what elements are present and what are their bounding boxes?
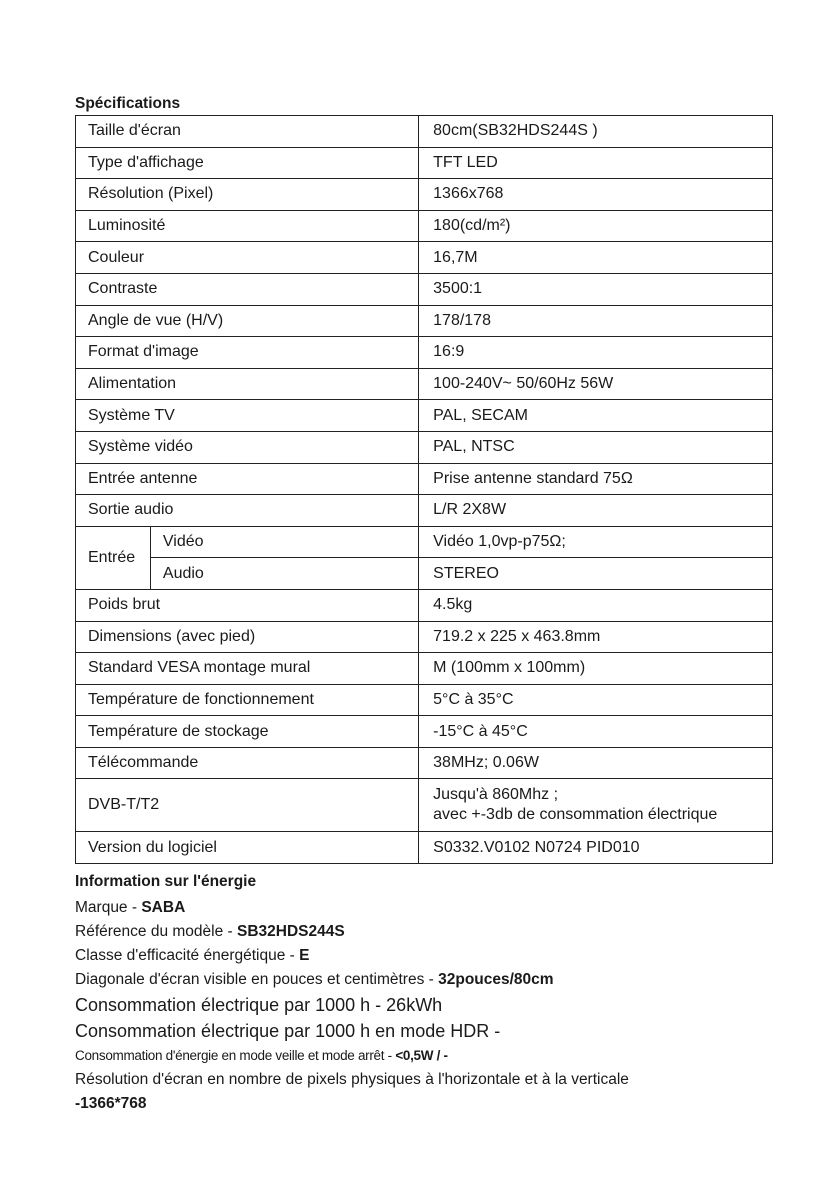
energy-consommation: Consommation électrique par 1000 h - 26kWh bbox=[75, 995, 443, 1016]
energy-consommation-hdr: Consommation électrique par 1000 h en mode HDR - bbox=[75, 1021, 501, 1042]
spec-value: 178/178 bbox=[419, 305, 773, 337]
table-row bbox=[76, 621, 773, 653]
spec-value: 38MHz; 0.06W bbox=[419, 747, 773, 779]
spec-label: Système vidéo bbox=[76, 431, 419, 463]
spec-label: Standard VESA montage mural bbox=[76, 653, 419, 685]
spec-value: M (100mm x 100mm) bbox=[419, 653, 773, 685]
energy-reference bbox=[75, 920, 775, 944]
classe-value: E bbox=[299, 947, 310, 965]
table-row bbox=[76, 716, 773, 748]
energy-section bbox=[75, 872, 775, 1116]
spec-value: 3500:1 bbox=[419, 273, 773, 305]
spec-label: Entrée antenne bbox=[76, 463, 419, 495]
table-row bbox=[76, 779, 773, 832]
spec-label: Température de stockage bbox=[76, 716, 419, 748]
spec-value: PAL, SECAM bbox=[419, 400, 773, 432]
marque-value: SABA bbox=[141, 899, 186, 917]
table-row bbox=[76, 747, 773, 779]
table-row bbox=[76, 147, 773, 179]
dvb-label: DVB-T/T2 bbox=[76, 779, 419, 832]
table-row bbox=[76, 431, 773, 463]
table-row bbox=[76, 305, 773, 337]
energy-diagonale bbox=[75, 968, 775, 992]
energy-classe bbox=[75, 944, 775, 968]
spec-label: Format d'image bbox=[76, 337, 419, 369]
energy-title: Information sur l'énergie bbox=[75, 873, 257, 891]
spec-value: Prise antenne standard 75Ω bbox=[419, 463, 773, 495]
version-label: Version du logiciel bbox=[76, 832, 419, 864]
spec-label: Angle de vue (H/V) bbox=[76, 305, 419, 337]
entree-video-value: Vidéo 1,0vp-p75Ω; bbox=[419, 526, 773, 558]
spec-label: Contraste bbox=[76, 273, 419, 305]
spec-value: -15°C à 45°C bbox=[419, 716, 773, 748]
table-row bbox=[76, 210, 773, 242]
spec-value: 4.5kg bbox=[419, 589, 773, 621]
dvb-line-2: avec +-3db de consommation électrique bbox=[433, 806, 718, 824]
diag-value: 32pouces/80cm bbox=[438, 971, 554, 989]
spec-value: 1366x768 bbox=[419, 179, 773, 211]
table-row bbox=[76, 526, 773, 558]
spec-label: Résolution (Pixel) bbox=[76, 179, 419, 211]
resolution-value: -1366*768 bbox=[75, 1095, 147, 1113]
dvb-value bbox=[419, 779, 773, 832]
spec-value: 100-240V~ 50/60Hz 56W bbox=[419, 368, 773, 400]
table-row bbox=[76, 463, 773, 495]
marque-label: Marque - bbox=[75, 899, 142, 917]
table-row bbox=[76, 242, 773, 274]
version-value: S0332.V0102 N0724 PID010 bbox=[419, 832, 773, 864]
spec-value: 16,7M bbox=[419, 242, 773, 274]
table-row bbox=[76, 684, 773, 716]
energy-resolution-value-line bbox=[75, 1092, 775, 1116]
classe-label: Classe d'efficacité énergétique - bbox=[75, 947, 300, 965]
diag-label: Diagonale d'écran visible en pouces et centimètres - bbox=[75, 971, 439, 989]
entree-group-label: Entrée bbox=[76, 526, 151, 589]
table-row bbox=[76, 589, 773, 621]
spec-value: 180(cd/m²) bbox=[419, 210, 773, 242]
document-page bbox=[75, 95, 775, 1116]
entree-video-label: Vidéo bbox=[150, 526, 418, 558]
table-row bbox=[76, 116, 773, 148]
veille-label: Consommation d'énergie en mode veille et mode arrêt - bbox=[75, 1048, 396, 1064]
energy-resolution-label: Résolution d'écran en nombre de pixels physiques à l'horizontale et à la verticale bbox=[75, 1071, 629, 1089]
ref-value: SB32HDS244S bbox=[236, 923, 345, 941]
spec-label: Température de fonctionnement bbox=[76, 684, 419, 716]
entree-audio-label: Audio bbox=[150, 558, 418, 590]
spec-label: Télécommande bbox=[76, 747, 419, 779]
table-row bbox=[76, 368, 773, 400]
spec-label: Système TV bbox=[76, 400, 419, 432]
spec-value: TFT LED bbox=[419, 147, 773, 179]
spec-label: Poids brut bbox=[76, 589, 419, 621]
spec-label: Type d'affichage bbox=[76, 147, 419, 179]
table-row bbox=[76, 558, 773, 590]
ref-label: Référence du modèle - bbox=[75, 923, 237, 941]
spec-value: 16:9 bbox=[419, 337, 773, 369]
energy-veille bbox=[75, 1044, 775, 1068]
spec-label: Luminosité bbox=[76, 210, 419, 242]
spec-table bbox=[75, 115, 773, 864]
spec-label: Sortie audio bbox=[76, 495, 419, 527]
table-row bbox=[76, 179, 773, 211]
spec-value: 719.2 x 225 x 463.8mm bbox=[419, 621, 773, 653]
table-row bbox=[76, 273, 773, 305]
entree-audio-value: STEREO bbox=[419, 558, 773, 590]
spec-label: Alimentation bbox=[76, 368, 419, 400]
table-row bbox=[76, 400, 773, 432]
spec-title: Spécifications bbox=[75, 95, 181, 112]
table-row bbox=[76, 337, 773, 369]
spec-value: 80cm(SB32HDS244S ) bbox=[419, 116, 773, 148]
spec-label: Dimensions (avec pied) bbox=[76, 621, 419, 653]
veille-value: <0,5W / - bbox=[395, 1048, 448, 1064]
spec-label: Couleur bbox=[76, 242, 419, 274]
spec-value: 5°C à 35°C bbox=[419, 684, 773, 716]
table-row bbox=[76, 495, 773, 527]
table-row bbox=[76, 832, 773, 864]
energy-marque bbox=[75, 896, 775, 920]
dvb-line-1: Jusqu'à 860Mhz ; bbox=[433, 786, 559, 804]
spec-label: Taille d'écran bbox=[76, 116, 419, 148]
spec-value: L/R 2X8W bbox=[419, 495, 773, 527]
table-row bbox=[76, 653, 773, 685]
spec-value: PAL, NTSC bbox=[419, 431, 773, 463]
